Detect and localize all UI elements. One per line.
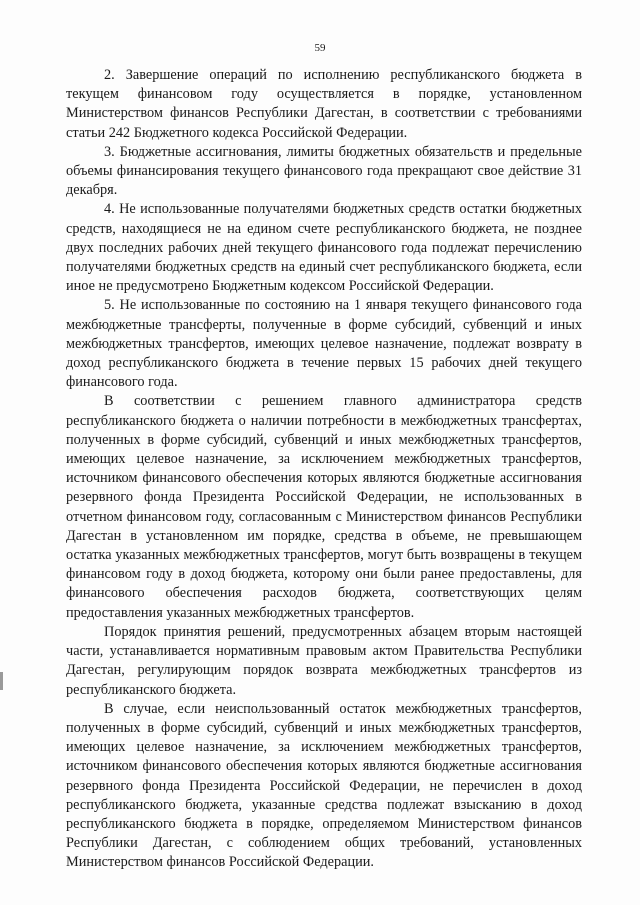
page-number: 59 [314,42,326,54]
paragraph-recovery: В случае, если неиспользованный остаток межбюджетных трансфертов, полученных в форме субсидий, субвенций и иных межбюджетных трансфертов, имеющих целевое назначение, за исключением межбюджетных трансфертов, источником финансового обеспечения которых являются бюджетные ассигнования резервного фонда Президента Российской Федерации, не перечислен в доход республиканского бюджета, указанные средства подлежат взысканию в доход республиканского бюджета в порядке, определяемом Министерством финансов Республики Дагестан, с соблюдением общих требований, установленных Министерством финансов Российской Федерации. [66,700,582,871]
document-body [66,66,582,873]
paragraph-return-decision: В соответствии с решением главного администратора средств республиканского бюджета о наличии потребности в межбюджетных трансфертах, полученных в форме субсидий, субвенций и иных межбюджетных трансфертов, имеющих целевое назначение, за исключением межбюджетных трансфертов, источником финансового обеспечения которых являются бюджетные ассигнования резервного фонда Президента Российской Федерации, не использованных в отчетном финансовом году, согласованным с Министерством финансов Республики Дагестан в установленном им порядке, средства в объеме, не превышающем остатка указанных межбюджетных трансфертов, могут быть возвращены в текущем финансовом году в доход бюджета, которому они были ранее предоставлены, для финансового обеспечения расходов бюджета, соответствующих целям предоставления указанных межбюджетных трансфертов. [66,393,582,621]
paragraph-part-5: 5. Не использованные по состоянию на 1 января текущего финансового года межбюджетные трансферты, полученные в форме субсидий, субвенций и иных межбюджетных трансфертов, имеющих целевое назначение, подлежат возврату в доход республиканского бюджета в течение первых 15 рабочих дней текущего финансового года. [66,297,582,391]
paragraph-part-2: 2. Завершение операций по исполнению республиканского бюджета в текущем финансовом году осуществляется в порядке, установленном Министерством финансов Республики Дагестан, в соответствии с требованиями статьи 242 Бюджетного кодекса Российской Федерации. [66,67,582,141]
paragraph-part-4: 4. Не использованные получателями бюджетных средств остатки бюджетных средств, находящиеся не на едином счете республиканского бюджета, не позднее двух последних рабочих дней текущего финансового года подлежат перечислению получателями бюджетных средств на единый счет республиканского бюджета, если иное не предусмотрено Бюджетным кодексом Российской Федерации. [66,201,582,295]
scan-edge-mark [0,672,3,690]
paragraph-part-3: 3. Бюджетные ассигнования, лимиты бюджетных обязательств и предельные объемы финансирования текущего финансового года прекращают свое действие 31 декабря. [66,143,582,199]
paragraph-decision-procedure: Порядок принятия решений, предусмотренных абзацем вторым настоящей части, устанавливается нормативным правовым актом Правительства Республики Дагестан, регулирующим порядок возврата межбюджетных трансфертов из республиканского бюджета. [66,623,582,698]
